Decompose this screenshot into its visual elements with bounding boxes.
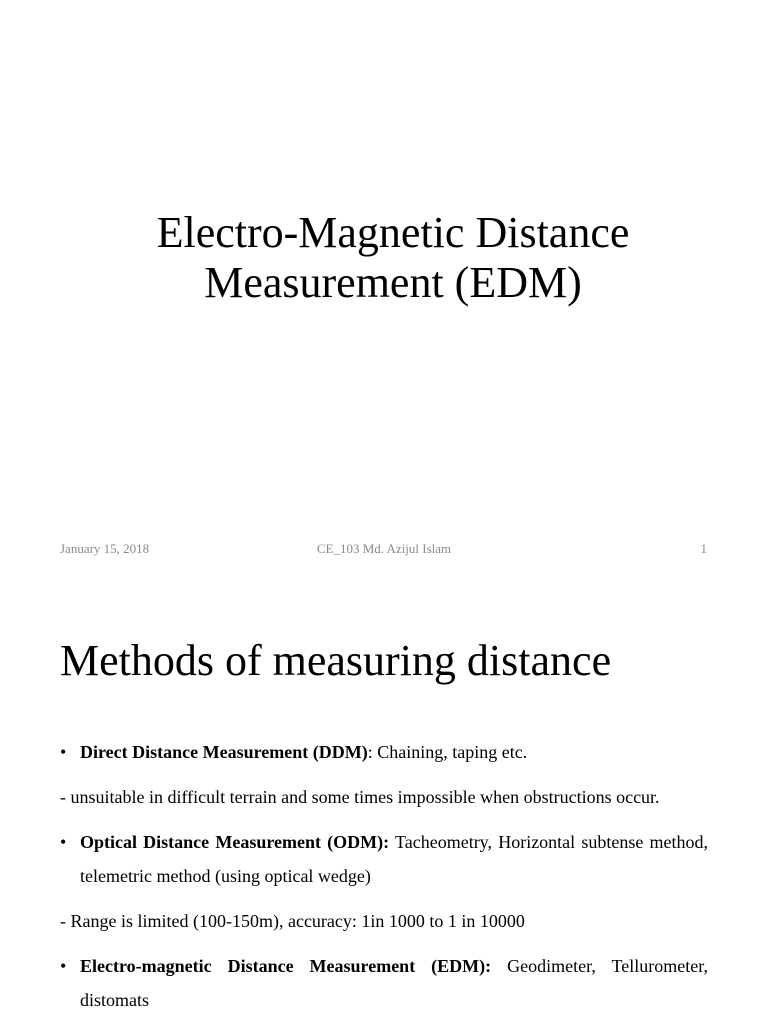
bullet-odm: [60, 825, 708, 893]
bullet-ddm-text: : Chaining, taping etc.: [367, 742, 528, 762]
bullet-ddm: [60, 735, 708, 769]
bullet-icon: •: [60, 956, 67, 976]
slide-title-line-2: Measurement (EDM): [204, 258, 582, 307]
bullet-icon: •: [60, 832, 67, 852]
slide-title-line-1: Electro-Magnetic Distance: [156, 208, 630, 257]
bullet-ddm-term: Direct Distance Measurement (DDM): [80, 742, 368, 762]
bullet-edm-text: Geodimeter, Tellurometer, distomats: [80, 956, 709, 1010]
note-ddm: - unsuitable in difficult terrain and some times impossible when obstructions occur.: [60, 787, 660, 807]
bullet-icon: •: [60, 742, 67, 762]
footer-page-number: 1: [700, 541, 707, 556]
slide-content: [60, 735, 708, 1024]
footer-date: January 15, 2018: [60, 541, 150, 556]
bullet-edm-term: Electro-magnetic Distance Measurement (EDM):: [80, 956, 492, 976]
slide-2: [0, 585, 768, 1024]
bullet-edm: [60, 949, 708, 1017]
bullet-odm-term: Optical Distance Measurement (ODM):: [80, 832, 390, 852]
note-odm: - Range is limited (100-150m), accuracy: 1in 1000 to 1 in 10000: [60, 911, 525, 931]
slide-title: [0, 208, 768, 308]
footer-course: CE_103 Md. Azijul Islam: [316, 541, 452, 556]
bullet-odm-text: Tacheometry, Horizontal subtense method, telemetric method (using optical wedge): [80, 832, 709, 886]
slide-heading: Methods of measuring distance: [60, 636, 612, 685]
